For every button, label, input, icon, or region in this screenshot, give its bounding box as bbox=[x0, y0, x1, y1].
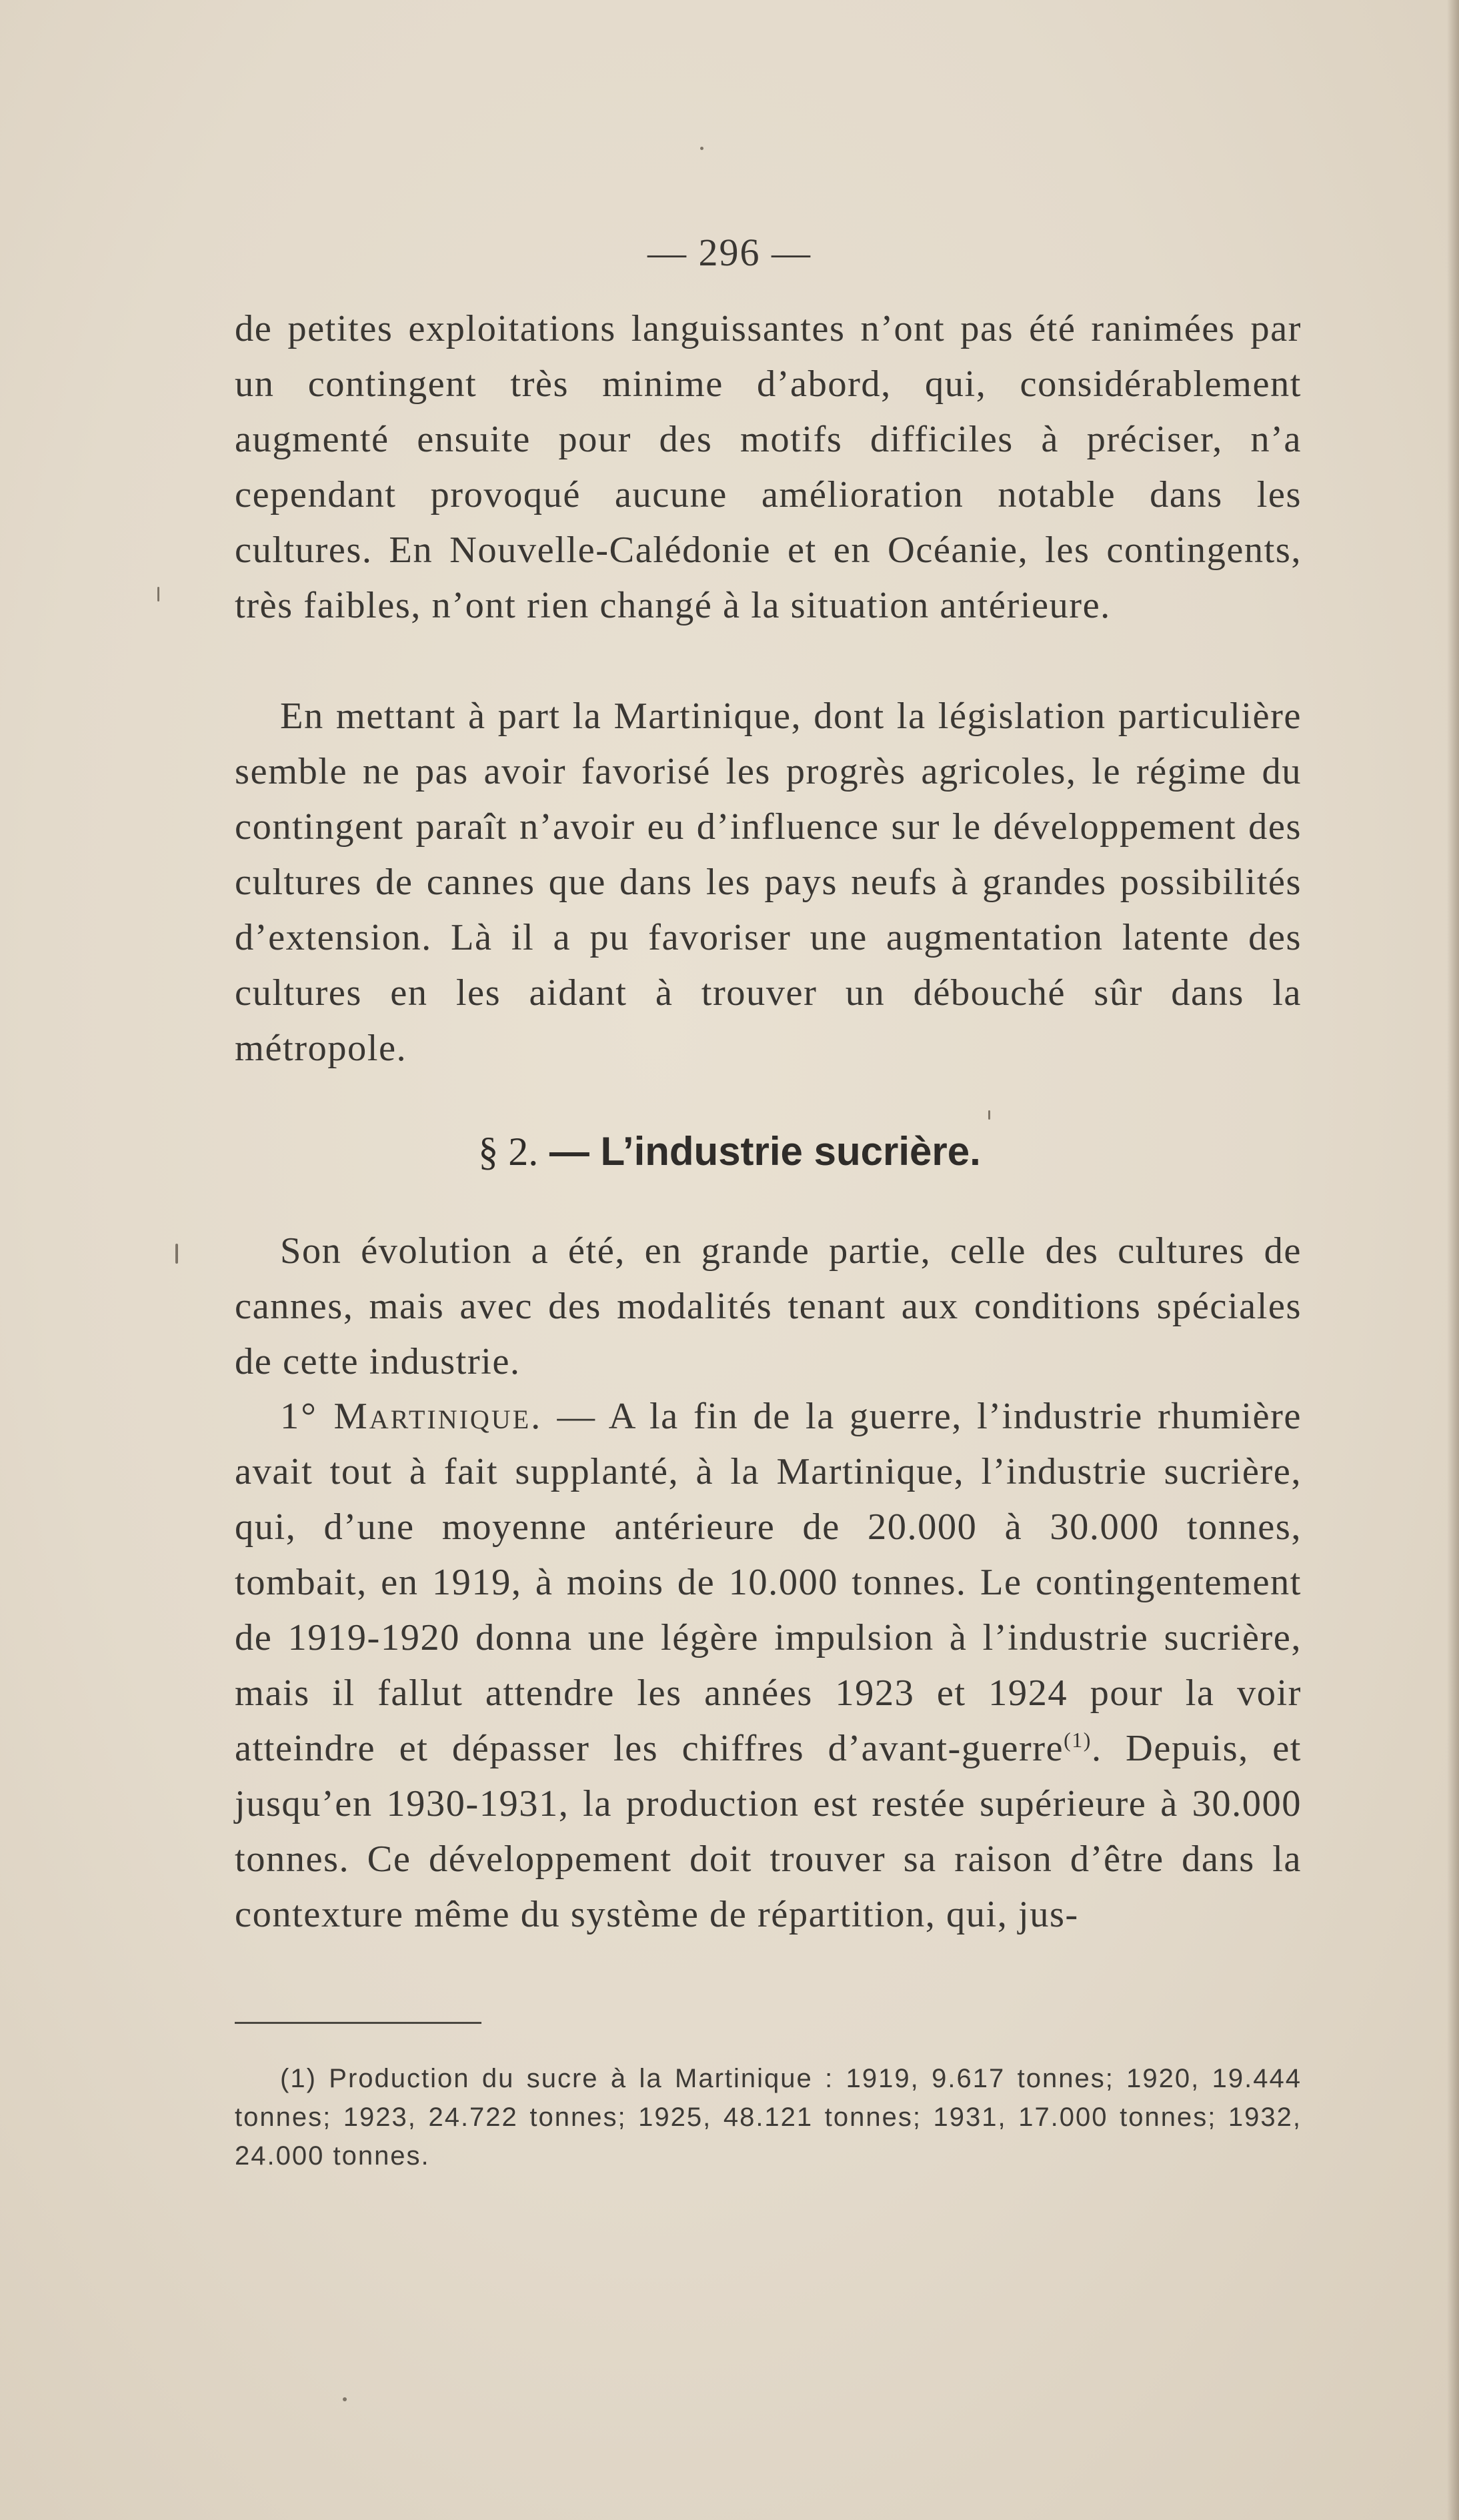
paragraph-continuation: de petites exploitations languissantes n’ont pas été ranimées par un contingent très minime d’abord, qui, considérablement augmenté ensuite pour des motifs difficiles à préciser, n’a cependant provoqué aucune amélioration notable dans les cultures. En Nouvelle-Calédonie et en Océanie, les contingents, très faibles, n’ont rien changé à la situation antérieure. bbox=[235, 308, 1302, 626]
paragraph-section-intro: Son évolution a été, en grande partie, celle des cultures de cannes, mais avec des modalités tenant aux conditions spéciales de cette industrie. bbox=[235, 1230, 1302, 1382]
section-heading bbox=[0, 1128, 1459, 1175]
footnote-divider bbox=[235, 2022, 481, 2024]
page-edge-shadow bbox=[1447, 0, 1459, 2520]
footnote: (1) Production du sucre à la Martinique : 1919, 9.617 tonnes; 1920, 19.444 tonnes; 1923, 24.722 tonnes; 1925, 48.121 tonnes; 1931, 17.000 tonnes; 1932, 24.000 tonnes. bbox=[235, 2064, 1302, 2171]
page-number: — 296 — bbox=[647, 231, 812, 274]
paper-speck bbox=[175, 1244, 178, 1264]
paragraph-martinique-legislation: En mettant à part la Martinique, dont la législation particulière semble ne pas avoir favorisé les progrès agricoles, le régime du contingent paraît n’avoir eu d’influence sur le développement des cultures de cannes que dans les pays neufs à grandes possibilités d’extension. Là il a pu favoriser une augmentation latente des cultures en les aidant à trouver un débouché sûr dans la métropole. bbox=[235, 696, 1302, 1069]
footnote-reference: (1) bbox=[1064, 1728, 1092, 1752]
paragraph-martinique bbox=[235, 1389, 1302, 1943]
martinique-text-end: . Depuis, et jusqu’en 1930-1931, la production est restée supérieure à 30.000 tonnes. Ce développement doit trouver sa raison d’être dans la contexture même du système de répartition, qui, jus- bbox=[235, 1728, 1302, 1935]
section-number: § 2. bbox=[478, 1130, 539, 1174]
martinique-text: — A la fin de la guerre, l’industrie rhumière avait tout à fait supplanté, à la Martinique, l’industrie sucrière, qui, d’une moyenne antérieure de 20.000 à 30.000 tonnes, tombait, en 1919, à moins de 10.000 tonnes. Le contingentement de 1919-1920 donna une légère impulsion à l’industrie sucrière, mais il fallut attendre les années 1923 et 1924 pour la voir atteindre et dépasser les chiffres d’avant-guerre bbox=[235, 1396, 1302, 1769]
paper-speck bbox=[343, 2397, 347, 2401]
paper-speck bbox=[157, 587, 159, 601]
section-title: — L’industrie sucrière. bbox=[549, 1129, 981, 1174]
paper-speck bbox=[700, 147, 703, 150]
paper-speck bbox=[988, 1110, 990, 1120]
martinique-label: 1° Martinique. bbox=[280, 1396, 543, 1437]
